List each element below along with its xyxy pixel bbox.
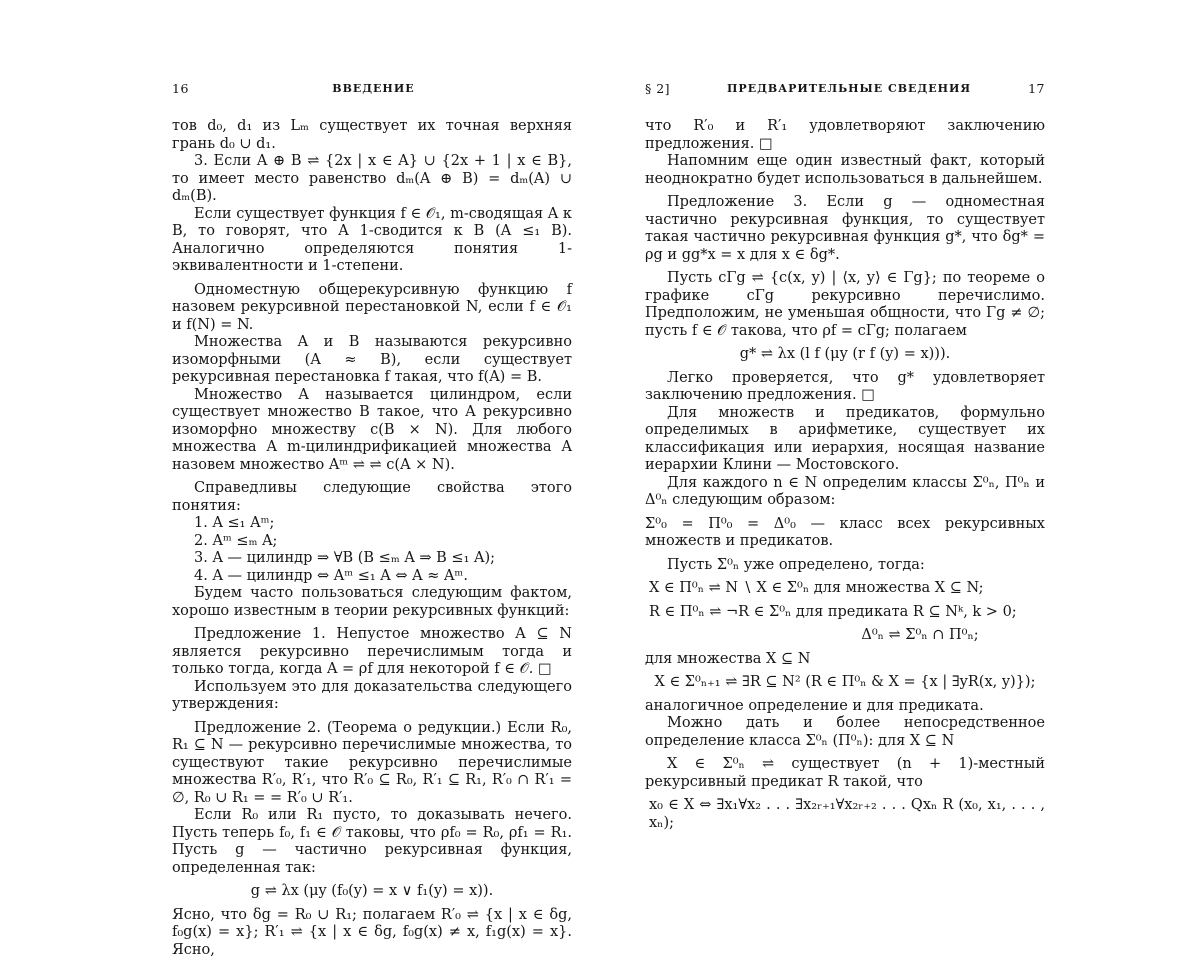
left-running-head: ВВЕДЕНИЕ	[332, 82, 414, 95]
paragraph: Легко проверяется, что g* удовлетворяет заключению предложения. □	[645, 370, 1045, 405]
proposition-2: Предложение 2. (Теорема о редукции.) Если R₀, R₁ ⊆ N — рекурсивно перечислимые множества, то существуют такие рекурсивно перечислимые множества R′₀, R′₁, что R′₀ ⊆ R₀, R′₁ ⊆ R₁, R′₀ ∩ R′₁ = ∅, R₀ ∪ R₁ = = R′₀ ∪ R′₁.	[172, 720, 572, 808]
paragraph: Если R₀ или R₁ пусто, то доказывать нечего. Пусть теперь f₀, f₁ ∈ 𝒪 таковы, что ρf₀ = R₀, ρf₁ = R₁. Пусть g — частично рекурсивная функция, определенная так:	[172, 807, 572, 877]
right-page-number: 17	[1028, 81, 1045, 96]
right-page	[645, 78, 1045, 838]
paragraph: Множество A называется цилиндром, если существует множество B такое, что A рекурсивно изоморфно множеству c(B × N). Для любого множества A m-цилиндрификацией множества A назовем множество Aᵐ ⇌ ⇌ c(A × N).	[172, 387, 572, 475]
proposition-1: Предложение 1. Непустое множество A ⊆ N является рекурсивно перечислимым тогда и только тогда, когда A = ρf для некоторой f ∈ 𝒪. □	[172, 626, 572, 679]
display-formula: R ∈ Π⁰ₙ ⇌ ¬R ∈ Σ⁰ₙ для предиката R ⊆ Nᵏ, k > 0;	[645, 604, 1045, 622]
paragraph: Пусть cΓg ⇌ {c(x, y) | ⟨x, y⟩ ∈ Γg}; по теореме о графике cΓg рекурсивно перечислимо. Предположим, не уменьшая общности, что Γg ≠ ∅; пусть f ∈ 𝒪 такова, что ρf = cΓg; полагаем	[645, 270, 1045, 340]
display-formula: x₀ ∈ X ⇔ ∃x₁∀x₂ . . . ∃x₂ᵣ₊₁∀x₂ᵣ₊₂ . . . Qxₙ R (x₀, x₁, . . . , xₙ);	[645, 797, 1045, 832]
paragraph: Множества A и B называются рекурсивно изоморфными (A ≈ B), если существует рекурсивная перестановка f такая, что f(A) = B.	[172, 334, 572, 387]
display-formula: g* ⇌ λx (l f (μy (r f (y) = x))).	[645, 346, 1045, 364]
paragraph: Напомним еще один известный факт, который неоднократно будет использоваться в дальнейшем.	[645, 153, 1045, 188]
paragraph: Ясно, что δg = R₀ ∪ R₁; полагаем R′₀ ⇌ {x | x ∈ δg, f₀g(x) = x}; R′₁ ⇌ {x | x ∈ δg, f₀g(x) ≠ x, f₁g(x) = x}. Ясно,	[172, 907, 572, 959]
display-formula: g ⇌ λx (μy (f₀(y) = x ∨ f₁(y) = x)).	[172, 883, 572, 901]
display-formula: X ∈ Σ⁰ₙ₊₁ ⇌ ∃R ⊆ N² (R ∈ Π⁰ₙ & X = {x | ∃yR(x, y)});	[645, 674, 1045, 692]
left-running-header	[172, 78, 572, 98]
right-page-text	[645, 118, 1045, 832]
paragraph: Справедливы следующие свойства этого понятия:	[172, 480, 572, 515]
left-page-text	[172, 118, 572, 959]
paragraph: что R′₀ и R′₁ удовлетворяют заключению предложения. □	[645, 118, 1045, 153]
paragraph: X ∈ Σ⁰ₙ ⇌ существует (n + 1)-местный рекурсивный предикат R такой, что	[645, 756, 1045, 791]
left-page-number: 16	[172, 81, 189, 96]
list-item: 4. A — цилиндр ⇔ Aᵐ ≤₁ A ⇔ A ≈ Aᵐ.	[172, 568, 572, 586]
list-item: 1. A ≤₁ Aᵐ;	[172, 515, 572, 533]
left-page	[172, 78, 572, 959]
paragraph: Σ⁰₀ = Π⁰₀ = Δ⁰₀ — класс всех рекурсивных множеств и предикатов.	[645, 516, 1045, 551]
paragraph: 3. Если A ⊕ B ⇌ {2x | x ∈ A} ∪ {2x + 1 | x ∈ B}, то имеет место равенство dₘ(A ⊕ B) = dₘ(A) ∪ dₘ(B).	[172, 153, 572, 206]
paragraph: Пусть Σ⁰ₙ уже определено, тогда:	[645, 557, 1045, 575]
proposition-3: Предложение 3. Если g — одноместная частично рекурсивная функция, то существует такая частично рекурсивная функция g*, что δg* = ρg и gg*x = x для x ∈ δg*.	[645, 194, 1045, 264]
paragraph: для множества X ⊆ N	[645, 651, 1045, 669]
paragraph: Одноместную общерекурсивную функцию f назовем рекурсивной перестановкой N, если f ∈ 𝒪₁ и f(N) = N.	[172, 282, 572, 335]
list-item: 2. Aᵐ ≤ₘ A;	[172, 533, 572, 551]
section-mark: § 2]	[645, 81, 670, 96]
paragraph: Если существует функция f ∈ 𝒪₁, m-сводящая A к B, то говорят, что A 1-сводится к B (A ≤₁ B). Аналогично определяются понятия 1-эквивалентности и 1-степени.	[172, 206, 572, 276]
display-formula: Δ⁰ₙ ⇌ Σ⁰ₙ ∩ Π⁰ₙ;	[795, 627, 1045, 645]
paragraph: тов d₀, d₁ из Lₘ существует их точная верхняя грань d₀ ∪ d₁.	[172, 118, 572, 153]
right-running-header	[645, 78, 1045, 98]
paragraph: Для множеств и предикатов, формульно определимых в арифметике, существует их классификация или иерархия, носящая название иерархии Клини — Мостовского.	[645, 405, 1045, 475]
paragraph: Будем часто пользоваться следующим фактом, хорошо известным в теории рекурсивных функций:	[172, 585, 572, 620]
paragraph: Для каждого n ∈ N определим классы Σ⁰ₙ, Π⁰ₙ и Δ⁰ₙ следующим образом:	[645, 475, 1045, 510]
paragraph: Можно дать и более непосредственное определение класса Σ⁰ₙ (Π⁰ₙ): для X ⊆ N	[645, 715, 1045, 750]
right-running-head: ПРЕДВАРИТЕЛЬНЫЕ СВЕДЕНИЯ	[727, 82, 971, 95]
paragraph: Используем это для доказательства следующего утверждения:	[172, 679, 572, 714]
paragraph: аналогичное определение и для предиката.	[645, 698, 1045, 716]
list-item: 3. A — цилиндр ⇒ ∀B (B ≤ₘ A ⇒ B ≤₁ A);	[172, 550, 572, 568]
display-formula: X ∈ Π⁰ₙ ⇌ N ∖ X ∈ Σ⁰ₙ для множества X ⊆ N;	[645, 580, 1045, 598]
